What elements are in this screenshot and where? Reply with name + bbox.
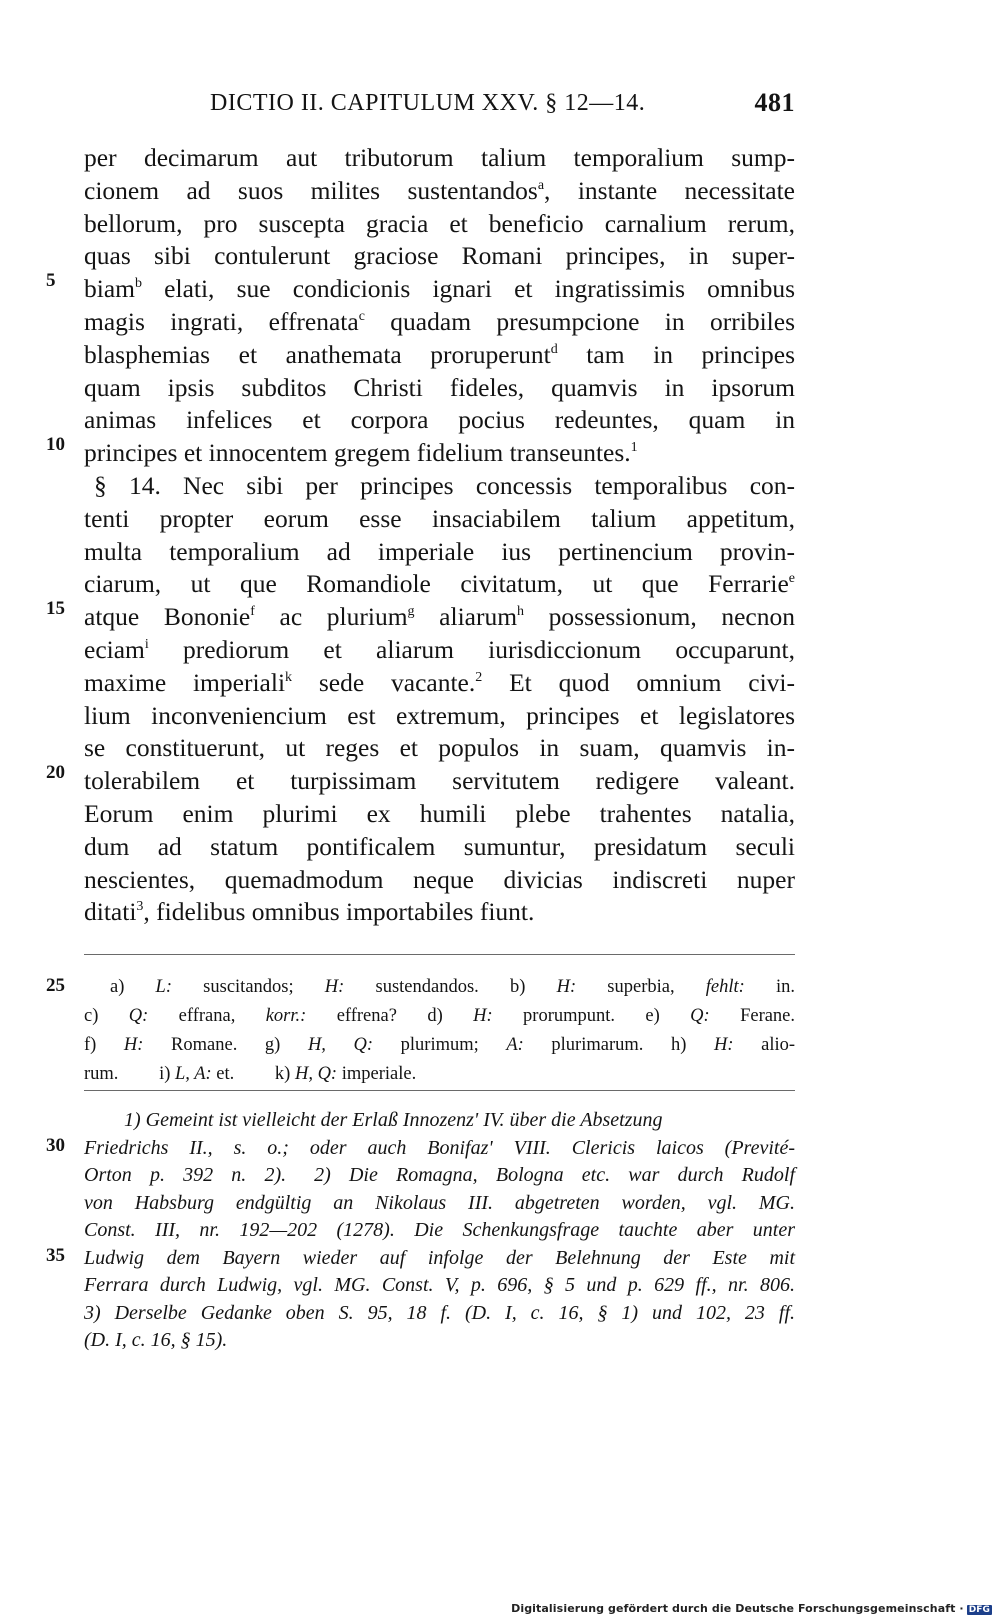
text-line: bellorum, pro suscepta gracia et beneficio carnalium rerum,: [84, 208, 795, 238]
apparatus-line: c) Q: effrana, korr.: effrena? d) H: prorumpunt. e) Q: Ferane.: [84, 1006, 796, 1026]
text-line: dum ad statum pontificalem sumuntur, presidatum seculi: [84, 831, 795, 861]
text-line: eciam$^i$ prediorum et aliarum iurisdiccionum occuparunt,: [84, 634, 795, 664]
text-line: principes et innocentem gregem fidelium transeuntes.$^1$: [84, 438, 638, 468]
text-line: nescientes, quemadmodum neque divicias indiscreti nuper: [84, 864, 795, 894]
text-line: multa temporalium ad imperiale ius pertinencium provin-: [84, 536, 795, 566]
note-line: Ferrara durch Ludwig, vgl. MG. Const. V, p. 696, § 5 und p. 629 ff., nr. 806.: [84, 1274, 795, 1296]
text-line: ciarum, ut que Romandiole civitatum, ut que Ferrarie$^e$: [84, 569, 795, 599]
text-line: magis ingrati, effrenata$^c$ quadam presumpcione in orribiles: [84, 306, 795, 336]
running-title: DICTIO II. CAPITULUM XXV. § 12—14.: [210, 90, 646, 116]
text-line: Eorum enim plurimi ex humili plebe trahentes natalia,: [84, 798, 795, 828]
text-line: animas infelices et corpora pocius redeuntes, quam in: [84, 405, 795, 435]
text-line: quas sibi contulerunt graciose Romani principes, in super-: [84, 241, 795, 271]
line-number: 10: [46, 434, 65, 455]
apparatus-line: a) L: suscitandos; H: sustendandos. b) H: superbia, fehlt: in.: [110, 977, 796, 997]
text-line: biam$^b$ elati, sue condicionis ignari et ingratissimis omnibus: [84, 274, 796, 304]
note-line: von Habsburg endgültig an Nikolaus III. abgetreten worden, vgl. MG.: [84, 1191, 795, 1214]
text-line: per decimarum aut tributorum talium temporalium sump-: [84, 143, 795, 172]
line-number: 30: [46, 1135, 65, 1156]
digitization-credit: Digitalisierung gefördert durch die Deutsche Forschungsgemeinschaft · DFG: [511, 1602, 990, 1615]
note-line: 1) Gemeint ist vielleicht der Erlaß Innozenz' IV. über die Absetzung: [124, 1109, 663, 1131]
apparatus-line: rum. i) L, A: et. k) H, Q: imperiale.: [84, 1064, 417, 1084]
note-line: Const. III, nr. 192—202 (1278). Die Schenkungsfrage tauchte aber unter: [84, 1219, 795, 1241]
text-line: atque Bononie$^f$ ac plurium$^g$ aliarum$^h$ possessionum, necnon: [84, 602, 795, 632]
text-line: tenti propter eorum esse insaciabilem talium appetitum,: [84, 503, 795, 533]
text-line: se constituerunt, ut reges et populos in suam, quamvis in-: [84, 733, 795, 763]
text-line: lium inconveniencium est extremum, principes et legislatores: [84, 700, 795, 730]
dfg-logo: DFG: [968, 1605, 990, 1615]
text-line: cionem ad suos milites sustentandos$^a$, instante necessitate: [84, 175, 795, 205]
note-line: (D. I, c. 16, § 15).: [84, 1329, 228, 1351]
text-line: § 14. Nec sibi per principes concessis temporalibus con-: [94, 470, 795, 500]
text-line: blasphemias et anathemata proruperunt$^d$ tam in principes: [84, 339, 796, 369]
text-line: tolerabilem et turpissimam servitutem redigere valeant.: [84, 766, 795, 796]
critical-apparatus: [84, 973, 795, 1089]
running-header: [210, 84, 795, 124]
note-line: 3) Derselbe Gedanke oben S. 95, 18 f. (D. I, c. 16, § 1) und 102, 23 ff.: [84, 1301, 795, 1324]
text-line: ditati$^3$, fidelibus omnibus importabiles fiunt.: [84, 897, 535, 927]
line-number: 35: [46, 1245, 65, 1266]
apparatus-line: f) H: Romane. g) H, Q: plurimum; A: plurimarum. h) H: alio-: [84, 1035, 796, 1055]
note-line: Ludwig dem Bayern wieder auf infolge der Belehnung der Este mit: [84, 1246, 795, 1269]
editor-notes: [84, 1107, 795, 1355]
separator-rule: [84, 954, 795, 955]
note-line: Orton p. 392 n. 2). 2) Die Romagna, Bologna etc. war durch Rudolf: [84, 1164, 795, 1186]
main-text: [84, 142, 795, 929]
page-number: 481: [754, 88, 795, 117]
text-line: maxime imperiali$^k$ sede vacante.$^2$ Et quod omnium civi-: [84, 667, 795, 697]
note-line: Friedrichs II., s. o.; oder auch Bonifaz' VIII. Clericis laicos (Previté-: [84, 1136, 795, 1159]
separator-rule: [84, 1090, 795, 1091]
line-number: 25: [46, 975, 65, 996]
line-number: 5: [46, 270, 56, 291]
line-number: 15: [46, 598, 65, 619]
text-line: quam ipsis subditos Christi fideles, quamvis in ipsorum: [84, 372, 795, 402]
line-number: 20: [46, 762, 65, 783]
